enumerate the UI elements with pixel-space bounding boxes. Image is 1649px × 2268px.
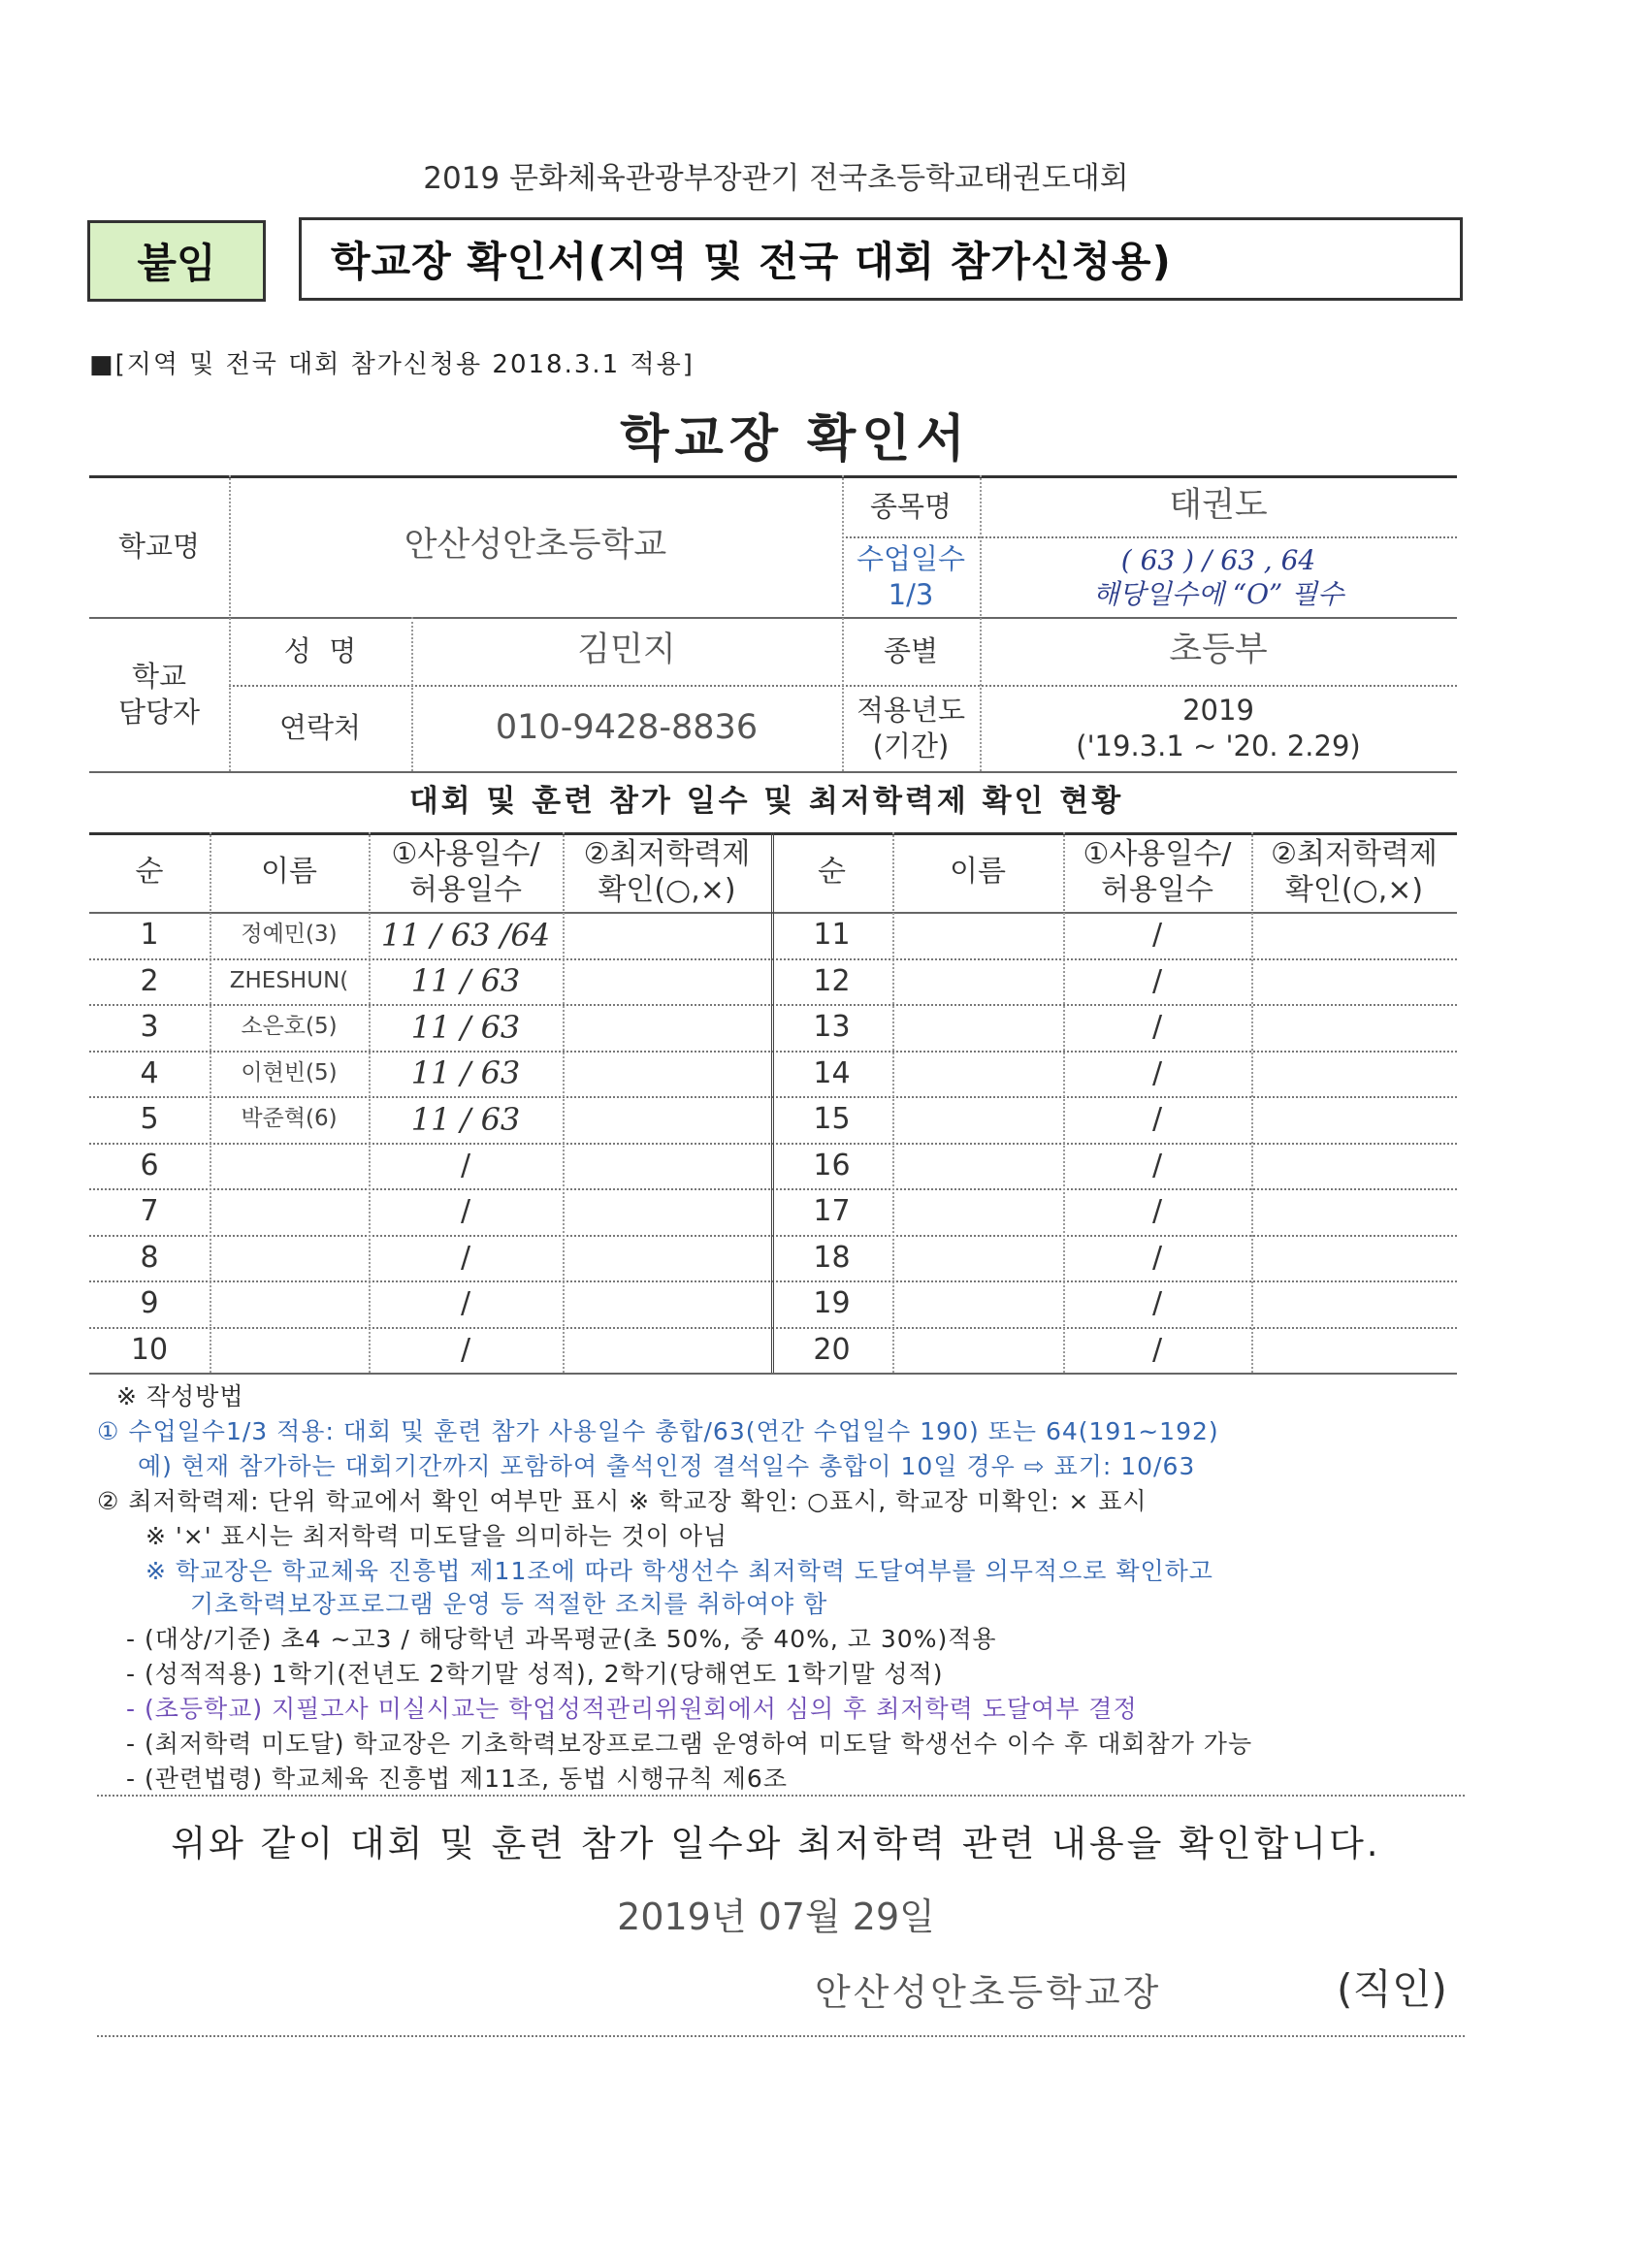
- used-allowed-days: /: [1151, 1010, 1163, 1044]
- row-number: 8: [140, 1240, 159, 1275]
- min-academic-check: [1251, 1096, 1457, 1143]
- note-principal-duty-cont: 기초학력보장프로그램 운영 등 적절한 조치를 취하여야 함: [190, 1590, 828, 1618]
- col-check-right-line2: 확인(○,×): [1284, 873, 1424, 907]
- contact-value: 010-9428-8836: [495, 707, 759, 747]
- used-allowed-days: /: [1151, 1194, 1163, 1228]
- student-name: [210, 1143, 369, 1189]
- min-academic-check: [1251, 958, 1457, 1005]
- row-number: 18: [813, 1240, 851, 1275]
- student-name: [892, 1235, 1063, 1281]
- applicable-year-label-line1: 적용년도: [856, 694, 966, 728]
- row-number: 14: [813, 1055, 851, 1090]
- min-academic-check: [1251, 1280, 1457, 1327]
- sport-value: 태권도: [1169, 486, 1268, 526]
- used-allowed-days: /: [1151, 1240, 1163, 1275]
- student-name: [892, 1143, 1063, 1189]
- applicable-year: 2019: [1182, 694, 1254, 728]
- row-number: 3: [140, 1010, 159, 1044]
- applicable-period: ('19.3.1 ~ '20. 2.29): [1076, 729, 1361, 762]
- school-name-label: 학교명: [117, 529, 201, 563]
- used-allowed-days: /: [1151, 918, 1163, 952]
- used-allowed-days: /: [1151, 1102, 1163, 1136]
- note-min-academic: ② 최저학력제: 단위 학교에서 확인 여부만 표시 ※ 학교장 확인: ○표시, 학교장 미확인: × 표시: [97, 1487, 1148, 1515]
- school-name-value: 안산성안초등학교: [404, 526, 667, 566]
- col-days-left-line2: 허용일수: [409, 873, 522, 907]
- class-days-note: 해당일수에 “O” 필수: [1092, 577, 1344, 610]
- class-days-label-line1: 수업일수: [856, 542, 966, 576]
- row-number: 10: [130, 1332, 169, 1367]
- min-academic-check: [563, 1280, 771, 1327]
- note-principal-duty: ※ 학교장은 학교체육 진흥법 제11조에 따라 학생선수 최저학력 도달여부를 의무적으로 확인하고: [146, 1557, 1213, 1585]
- row-number: 11: [813, 918, 851, 952]
- row-number: 16: [813, 1148, 851, 1183]
- notes-divider: [97, 1795, 1465, 1797]
- min-academic-check: [563, 1327, 771, 1374]
- col-days-left-line1: ①사용일수/: [391, 836, 540, 871]
- min-academic-check: [563, 1004, 771, 1051]
- attachment-tag: 붙임: [87, 220, 266, 302]
- class-days-label-line2: 1/3: [888, 577, 934, 611]
- used-allowed-days: 11 / 63 /64: [380, 916, 551, 954]
- min-academic-check: [563, 1188, 771, 1235]
- col-check-right-line1: ②최저학력제: [1271, 836, 1438, 871]
- col-check-left: [563, 832, 771, 912]
- row-number: 5: [140, 1102, 159, 1136]
- row-number: 20: [813, 1332, 851, 1367]
- used-allowed-days: /: [460, 1148, 471, 1183]
- detail-law: - (관련법령) 학교체육 진흥법 제11조, 동법 시행규칙 제6조: [126, 1765, 788, 1793]
- min-academic-check: [1251, 1004, 1457, 1051]
- detail-grade-apply: - (성적적용) 1학기(전년도 2학기말 성적), 2학기(당해연도 1학기말 성적): [126, 1660, 944, 1688]
- used-allowed-days: /: [1151, 1055, 1163, 1090]
- used-allowed-days: 11 / 63: [410, 1054, 521, 1092]
- student-name: [892, 958, 1063, 1005]
- student-name: 박준혁(6): [241, 1106, 338, 1132]
- row-number: 6: [140, 1148, 159, 1183]
- col-no-left: 순: [135, 855, 164, 890]
- col-check-left-line1: ②최저학력제: [583, 836, 751, 871]
- student-name: [892, 1051, 1063, 1097]
- row-number: 1: [140, 918, 159, 952]
- student-name: [210, 1235, 369, 1281]
- used-allowed-days: /: [1151, 1332, 1163, 1367]
- instructions-heading: ※ 작성방법: [116, 1382, 244, 1410]
- min-academic-check: [1251, 1051, 1457, 1097]
- used-allowed-days: /: [1151, 963, 1163, 998]
- min-academic-check: [1251, 1235, 1457, 1281]
- student-name: [892, 1280, 1063, 1327]
- event-title: 2019 문화체육관광부장관기 전국초등학교태권도대회: [423, 161, 1129, 196]
- person-name-value: 김민지: [577, 631, 676, 670]
- col-name-left: 이름: [261, 855, 317, 890]
- row-number: 17: [813, 1194, 851, 1228]
- document-title: 학교장 확인서: [620, 410, 971, 469]
- student-name: [892, 1327, 1063, 1374]
- official-seal: (직인): [1337, 1965, 1447, 2013]
- student-name: [210, 1188, 369, 1235]
- row-number: 12: [813, 963, 851, 998]
- confirmation-date: 2019년 07월 29일: [617, 1895, 935, 1938]
- student-name: 이현빈(5): [241, 1059, 338, 1085]
- student-name: 정예민(3): [241, 922, 338, 948]
- min-academic-check: [1251, 1327, 1457, 1374]
- row-number: 13: [813, 1010, 851, 1044]
- manager-label-line1: 학교: [131, 660, 187, 694]
- note-class-days-example: 예) 현재 참가하는 대회기간까지 포함하여 출석인정 결석일수 총합이 10일 경우 ⇨ 표기: 10/63: [138, 1452, 1196, 1480]
- detail-not-reached: - (최저학력 미도달) 학교장은 기초학력보장프로그램 운영하여 미도달 학생선수 이수 후 대회참가 가능: [126, 1730, 1253, 1758]
- detail-elementary: - (초등학교) 지필고사 미실시교는 학업성적관리위원회에서 심의 후 최저학력 도달여부 결정: [126, 1695, 1138, 1723]
- min-academic-check: [563, 1143, 771, 1189]
- manager-label: [89, 617, 229, 771]
- used-allowed-days: /: [460, 1286, 471, 1320]
- manager-label-line2: 담당자: [117, 695, 201, 729]
- col-check-right: [1251, 832, 1457, 912]
- min-academic-check: [563, 912, 771, 958]
- detail-target: - (대상/기준) 초4 ~고3 / 해당학년 과목평균(초 50%, 중 40%, 고 30%)적용: [126, 1625, 997, 1653]
- applicable-note: ■[지역 및 전국 대회 참가신청용 2018.3.1 적용]: [89, 350, 695, 379]
- row-number: 7: [140, 1194, 159, 1228]
- row-number: 9: [140, 1286, 159, 1320]
- sport-label: 종목명: [869, 489, 953, 523]
- used-allowed-days: /: [460, 1240, 471, 1275]
- col-days-right: [1063, 832, 1251, 912]
- col-no-right: 순: [818, 855, 846, 890]
- col-check-left-line2: 확인(○,×): [598, 873, 736, 907]
- student-name: [892, 1188, 1063, 1235]
- used-allowed-days: 11 / 63: [410, 962, 521, 1000]
- row-number: 2: [140, 963, 159, 998]
- contact-label: 연락처: [278, 711, 362, 745]
- col-days-right-line1: ①사용일수/: [1083, 836, 1232, 871]
- col-days-left: [369, 832, 563, 912]
- category-value: 초등부: [1169, 631, 1268, 670]
- student-name: ZHESHUN(: [229, 967, 349, 993]
- confirmation-statement: 위와 같이 대회 및 훈련 참가 일수와 최저학력 관련 내용을 확인합니다.: [171, 1823, 1381, 1864]
- note-x-meaning: ※ '×' 표시는 최저학력 미도달을 의미하는 것이 아님: [146, 1522, 728, 1550]
- min-academic-check: [563, 1096, 771, 1143]
- student-name: [892, 1004, 1063, 1051]
- row-number: 4: [140, 1055, 159, 1090]
- col-name-right: 이름: [950, 855, 1006, 890]
- used-allowed-days: 11 / 63: [410, 1100, 521, 1138]
- principal-name: 안산성안초등학교장: [815, 1971, 1162, 2014]
- student-name: [210, 1327, 369, 1374]
- row-number: 19: [813, 1286, 851, 1320]
- participation-table-title: 대회 및 훈련 참가 일수 및 최저학력제 확인 현황: [408, 784, 1124, 819]
- used-allowed-days: /: [460, 1194, 471, 1228]
- used-allowed-days: /: [1151, 1286, 1163, 1320]
- min-academic-check: [1251, 1188, 1457, 1235]
- row-number: 15: [813, 1102, 851, 1136]
- person-name-label: 성 명: [283, 633, 357, 667]
- student-name: [892, 912, 1063, 958]
- used-allowed-days: /: [1151, 1148, 1163, 1183]
- class-days-label: [842, 536, 980, 617]
- class-days-value: [980, 536, 1457, 617]
- col-days-right-line2: 허용일수: [1101, 873, 1213, 907]
- student-name: [892, 1096, 1063, 1143]
- applicable-year-value: [980, 685, 1457, 771]
- form-title: 학교장 확인서(지역 및 전국 대회 참가신청용): [299, 217, 1463, 301]
- applicable-year-label-line2: (기간): [872, 729, 950, 762]
- min-academic-check: [563, 958, 771, 1005]
- applicable-year-label: [842, 685, 980, 771]
- note-class-days: ① 수업일수1/3 적용: 대회 및 훈련 참가 사용일수 총합/63(연간 수업일수 190) 또는 64(191~192): [97, 1417, 1219, 1445]
- student-name: [210, 1280, 369, 1327]
- min-academic-check: [1251, 912, 1457, 958]
- min-academic-check: [1251, 1143, 1457, 1189]
- used-allowed-days: /: [460, 1332, 471, 1367]
- min-academic-check: [563, 1051, 771, 1097]
- student-name: 소은호(5): [241, 1014, 338, 1040]
- class-days-value-line1: ( 63 ) / 63 , 64: [1120, 543, 1316, 576]
- footer-divider: [97, 2035, 1465, 2037]
- min-academic-check: [563, 1235, 771, 1281]
- category-label: 종별: [883, 633, 939, 667]
- used-allowed-days: 11 / 63: [410, 1008, 521, 1046]
